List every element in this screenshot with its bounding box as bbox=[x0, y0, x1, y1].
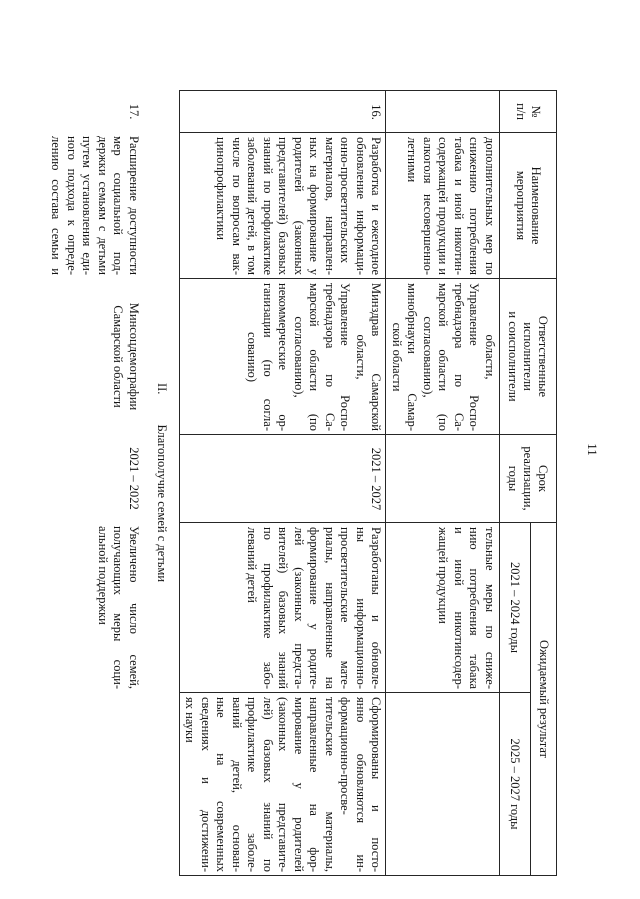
text-line: содержащей продукции и bbox=[436, 137, 451, 275]
text-line: материалов, направлен- bbox=[323, 137, 337, 275]
cell-num bbox=[386, 91, 500, 133]
cell-paragraph bbox=[182, 697, 384, 872]
text-line: онно-просветительских bbox=[338, 137, 353, 264]
text-line: ны информационно- bbox=[354, 527, 368, 689]
text-line: области, bbox=[483, 334, 497, 380]
text-line: ного подхода к опреде- bbox=[65, 136, 79, 275]
text-line: некоммерческие ор- bbox=[276, 283, 291, 431]
header-result-2025-2027: 2025 – 2027 годы bbox=[500, 693, 531, 876]
cell-paragraph bbox=[404, 137, 497, 275]
text-line: профилактике заболе- bbox=[245, 697, 260, 872]
text-line: области, bbox=[354, 334, 368, 380]
text-line: марской области (по bbox=[307, 283, 322, 431]
text-line: знаний по профилактике bbox=[261, 137, 275, 275]
table-row bbox=[46, 90, 143, 875]
cell-paragraph bbox=[435, 527, 497, 689]
header-line: и соисполнители bbox=[506, 311, 521, 402]
cell-paragraph bbox=[420, 283, 482, 431]
header-line: № bbox=[529, 105, 543, 118]
cell-paragraph bbox=[110, 282, 141, 431]
text-line: тельные меры по сниже- bbox=[483, 527, 497, 689]
table-row bbox=[386, 91, 500, 876]
section-title: Благополучие семей с детьми bbox=[154, 424, 169, 583]
header-row bbox=[531, 91, 557, 876]
section-number: II. bbox=[154, 382, 169, 395]
program-activities-table bbox=[179, 90, 557, 876]
text-line: дополнительных мер по bbox=[483, 137, 497, 275]
text-line: держки семьям с детьми bbox=[96, 136, 110, 275]
text-line: тительские материалы, bbox=[323, 697, 337, 872]
text-line: Управление Роспо- bbox=[467, 283, 482, 431]
header-num bbox=[500, 91, 557, 133]
cell-result-2021-2024 bbox=[46, 522, 143, 692]
cell-paragraph bbox=[291, 283, 353, 431]
text-line: представителей) базовых bbox=[276, 137, 291, 275]
text-line: требнадзора по Са- bbox=[452, 283, 466, 431]
text-line: альной поддержки bbox=[96, 526, 110, 625]
header-line: исполнители bbox=[521, 322, 536, 391]
text-line: Расширение доступности bbox=[127, 136, 141, 275]
text-line: по профилактике забо- bbox=[261, 527, 275, 689]
text-line: Разработка и ежегодное bbox=[369, 137, 384, 275]
program-table-block bbox=[46, 90, 557, 875]
table-body bbox=[180, 91, 500, 876]
cell-term: 2021 – 2022 bbox=[127, 447, 141, 510]
cell-responsible bbox=[180, 279, 387, 435]
text-line: согласованию), bbox=[292, 316, 306, 398]
text-line: табака и иной никотин- bbox=[452, 137, 466, 275]
text-line: ях науки bbox=[183, 697, 198, 743]
header-expected-result: Ожидаемый результат bbox=[531, 523, 557, 876]
text-line: сованию) bbox=[245, 332, 260, 382]
text-line: лению состава семьи и bbox=[49, 136, 64, 275]
text-line: янно обновляются ин- bbox=[354, 697, 368, 872]
text-line: ваний детей, основан- bbox=[230, 697, 244, 872]
cell-activity-name bbox=[180, 133, 387, 279]
header-responsible bbox=[500, 279, 557, 435]
text-line: жащей продукции bbox=[436, 527, 451, 624]
text-line: леваний детей bbox=[245, 527, 260, 603]
cell-num: 16. bbox=[180, 91, 387, 133]
cell-activity-name bbox=[46, 132, 143, 278]
text-line: родителей (законных bbox=[292, 137, 306, 275]
cell-result-2021-2024 bbox=[180, 523, 387, 693]
text-line: просветительские мате- bbox=[338, 527, 353, 689]
cell-term bbox=[386, 435, 500, 523]
text-line: Сформированы и посто- bbox=[369, 697, 384, 872]
text-line: снижению потребления bbox=[467, 137, 482, 275]
text-line: риалы, направленные на bbox=[323, 527, 337, 689]
text-line: вителей) базовых знаний bbox=[276, 527, 291, 689]
text-line: ской области bbox=[390, 322, 404, 392]
header-line: годы bbox=[506, 465, 521, 492]
header-term bbox=[500, 435, 557, 523]
cell-result-2025-2027 bbox=[386, 693, 500, 876]
text-line: направленные на фор- bbox=[307, 697, 322, 872]
cell-result-2025-2027 bbox=[46, 692, 143, 875]
cell-paragraph bbox=[48, 136, 141, 275]
cell-responsible bbox=[386, 279, 500, 435]
header-line: п/п bbox=[514, 103, 528, 120]
text-line: сведениях и достижени- bbox=[199, 697, 213, 872]
cell-paragraph bbox=[244, 527, 384, 689]
text-line: минобрнауки Самар- bbox=[405, 283, 420, 431]
header-line: Ответственные bbox=[536, 315, 551, 398]
text-line: и иной никотинсодер- bbox=[452, 527, 466, 689]
table-body bbox=[46, 90, 179, 875]
cell-term: 2021 – 2027 bbox=[180, 435, 387, 523]
header-result-2021-2024: 2021 – 2024 годы bbox=[500, 523, 531, 693]
text-line: согласованию), bbox=[421, 316, 435, 398]
text-line: формирование у родите- bbox=[307, 527, 322, 689]
header-activity-name bbox=[500, 133, 557, 279]
text-line: марской области (по bbox=[436, 283, 451, 431]
program-activities-continuation bbox=[46, 90, 179, 875]
cell-responsible bbox=[46, 278, 143, 434]
text-line: Разработаны и обновле- bbox=[369, 527, 384, 689]
text-line: лей) базовых знаний по bbox=[261, 697, 275, 872]
text-line: алкоголя несовершенно- bbox=[421, 137, 435, 275]
cell-activity-name bbox=[386, 133, 500, 279]
text-line: обновление информаци- bbox=[354, 137, 368, 275]
text-line: лей (законных предста- bbox=[292, 527, 306, 689]
text-line: Управление Роспо- bbox=[338, 283, 353, 431]
text-line: ных на формирование у bbox=[307, 137, 322, 275]
header-line: реализации, bbox=[521, 446, 536, 511]
cell-result-2025-2027 bbox=[180, 693, 387, 876]
table-row bbox=[180, 91, 387, 876]
cell-paragraph bbox=[482, 283, 498, 431]
text-line: требнадзора по Са- bbox=[323, 283, 337, 431]
header-line: мероприятия bbox=[514, 170, 528, 241]
text-line: Самарской области bbox=[111, 305, 126, 408]
cell-paragraph bbox=[353, 283, 384, 431]
text-line: ные на современных bbox=[214, 697, 229, 872]
cell-paragraph bbox=[244, 283, 291, 431]
cell-paragraph bbox=[389, 283, 420, 431]
text-line: ганизации (по согла- bbox=[261, 283, 275, 431]
text-line: летними bbox=[405, 137, 420, 183]
text-line: Увеличено число семей, bbox=[127, 526, 141, 689]
header-line: Наименование bbox=[529, 166, 543, 245]
text-line: получающих меры соци- bbox=[111, 526, 126, 689]
page-number: 11 bbox=[585, 443, 600, 456]
text-line: формационно-просве- bbox=[338, 697, 353, 815]
cell-num: 17. bbox=[127, 103, 141, 120]
section-row bbox=[143, 90, 179, 875]
section-heading bbox=[143, 90, 179, 875]
table-header bbox=[500, 91, 557, 876]
text-line: нию потребления табака bbox=[467, 527, 482, 689]
text-line: мирование у родителей bbox=[292, 697, 306, 872]
text-line: (законных представите- bbox=[276, 697, 291, 872]
text-line: цинопрофилактики bbox=[214, 137, 229, 240]
cell-paragraph bbox=[213, 137, 384, 275]
text-line: путем установления еди- bbox=[80, 136, 95, 275]
text-line: заболеваний детей, в том bbox=[245, 137, 260, 275]
text-line: Минсоцдемографии bbox=[127, 302, 141, 411]
cell-result-2021-2024 bbox=[386, 523, 500, 693]
text-line: Минздрав Самарской bbox=[369, 283, 384, 431]
cell-paragraph bbox=[95, 526, 142, 689]
text-line: мер социальной под- bbox=[111, 136, 126, 275]
header-line: Срок bbox=[536, 465, 551, 492]
text-line: числе по вопросам вак- bbox=[230, 137, 244, 275]
